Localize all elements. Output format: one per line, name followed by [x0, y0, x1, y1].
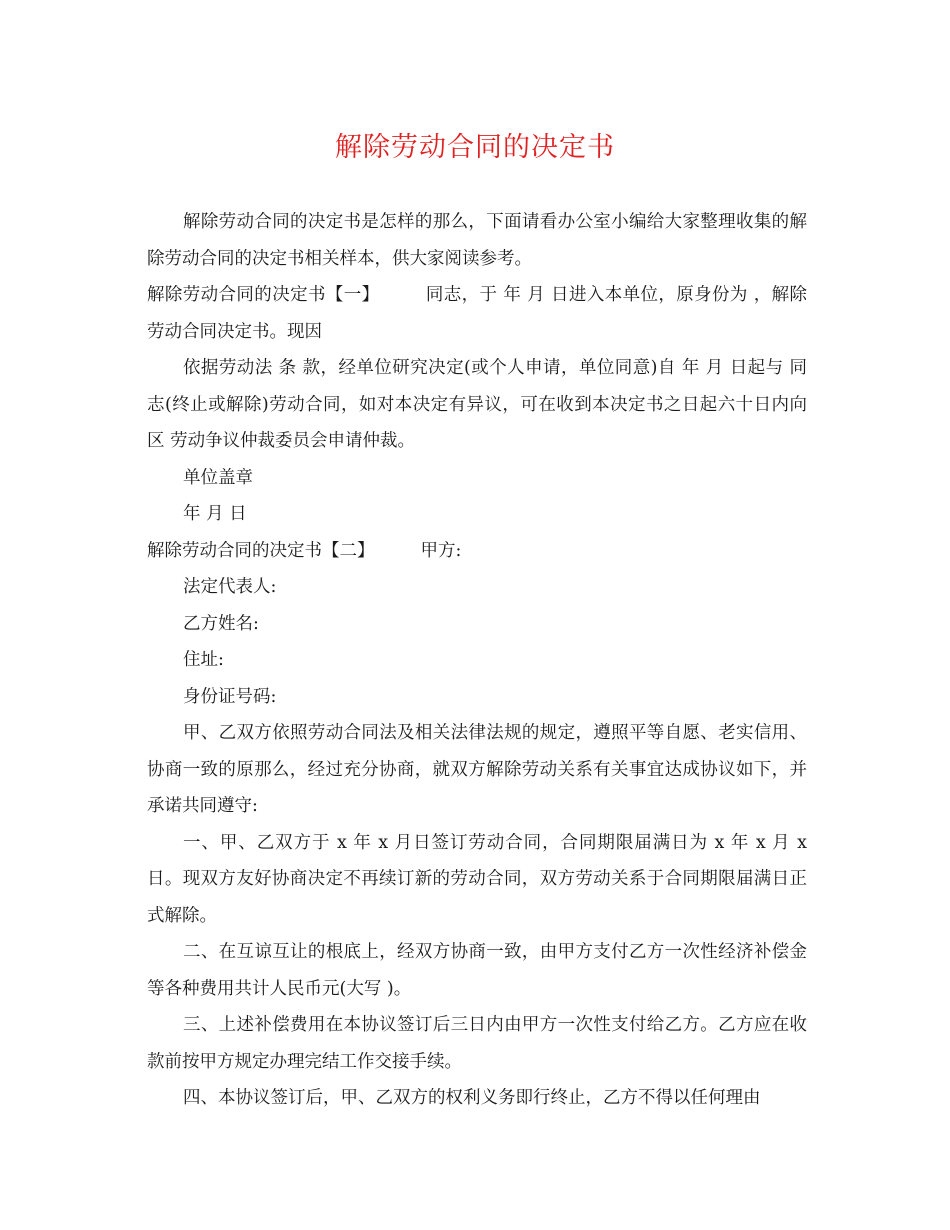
document-body: [147, 204, 807, 1117]
address-field: 住址:: [183, 650, 224, 670]
clause-4: 四、本协议签订后，甲、乙双方的权利义务即行终止，乙方不得以任何理由: [183, 1088, 761, 1108]
intro-paragraph: 解除劳动合同的决定书是怎样的那么，下面请看办公室小编给大家整理收集的解除劳动合同的决定书相关样本，供大家阅读参考。: [147, 212, 807, 269]
id-number-field: 身份证号码:: [183, 686, 277, 707]
clause-1: 一、甲、乙双方于 x 年 x 月日签订劳动合同，合同期限届满日为 x 年 x 月 x 日。现双方友好协商决定不再续订新的劳动合同，双方劳动关系于合同期限届满日正式解除。: [147, 832, 807, 926]
section1-paragraph: 依据劳动法 条 款，经单位研究决定(或个人申请，单位同意)自 年 月 日起与 同志(终止或解除)劳动合同，如对本决定有异议，可在收到本决定书之日起六十日内向 区 劳动争议仲裁委员会申请仲裁。: [147, 358, 807, 451]
clause-2: 二、在互谅互让的根底上，经双方协商一致，由甲方支付乙方一次性经济补偿金等各种费用共计人民币元(大写 )。: [147, 942, 807, 999]
document-title: 解除劳动合同的决定书: [335, 132, 615, 163]
section1-heading: 解除劳动合同的决定书【一】: [147, 285, 380, 305]
legal-representative-field: 法定代表人:: [183, 577, 277, 597]
section1-first-line: 同志，于 年 月 日进入本单位，原身份为 ，解除劳动合同决定书。现因: [147, 285, 808, 342]
section2-heading-line: [147, 533, 807, 570]
section1-date: 年 月 日: [183, 504, 247, 524]
preamble-paragraph: 甲、乙双方依照劳动合同法及相关法律法规的规定，遵照平等自愿、老实信用、协商一致的原那么，经过充分协商，就双方解除劳动关系有关事宜达成协议如下，并承诺共同遵守:: [147, 723, 807, 816]
section2-heading: 解除劳动合同的决定书【二】: [147, 540, 375, 561]
section1-seal: 单位盖章: [183, 467, 253, 488]
section2-party-a: 甲方:: [420, 540, 462, 561]
clause-3: 三、上述补偿费用在本协议签订后三日内由甲方一次性支付给乙方。乙方应在收款前按甲方规定办理完结工作交接手续。: [147, 1015, 807, 1072]
section1-heading-line: [147, 277, 807, 350]
party-b-name-field: 乙方姓名:: [183, 613, 259, 634]
